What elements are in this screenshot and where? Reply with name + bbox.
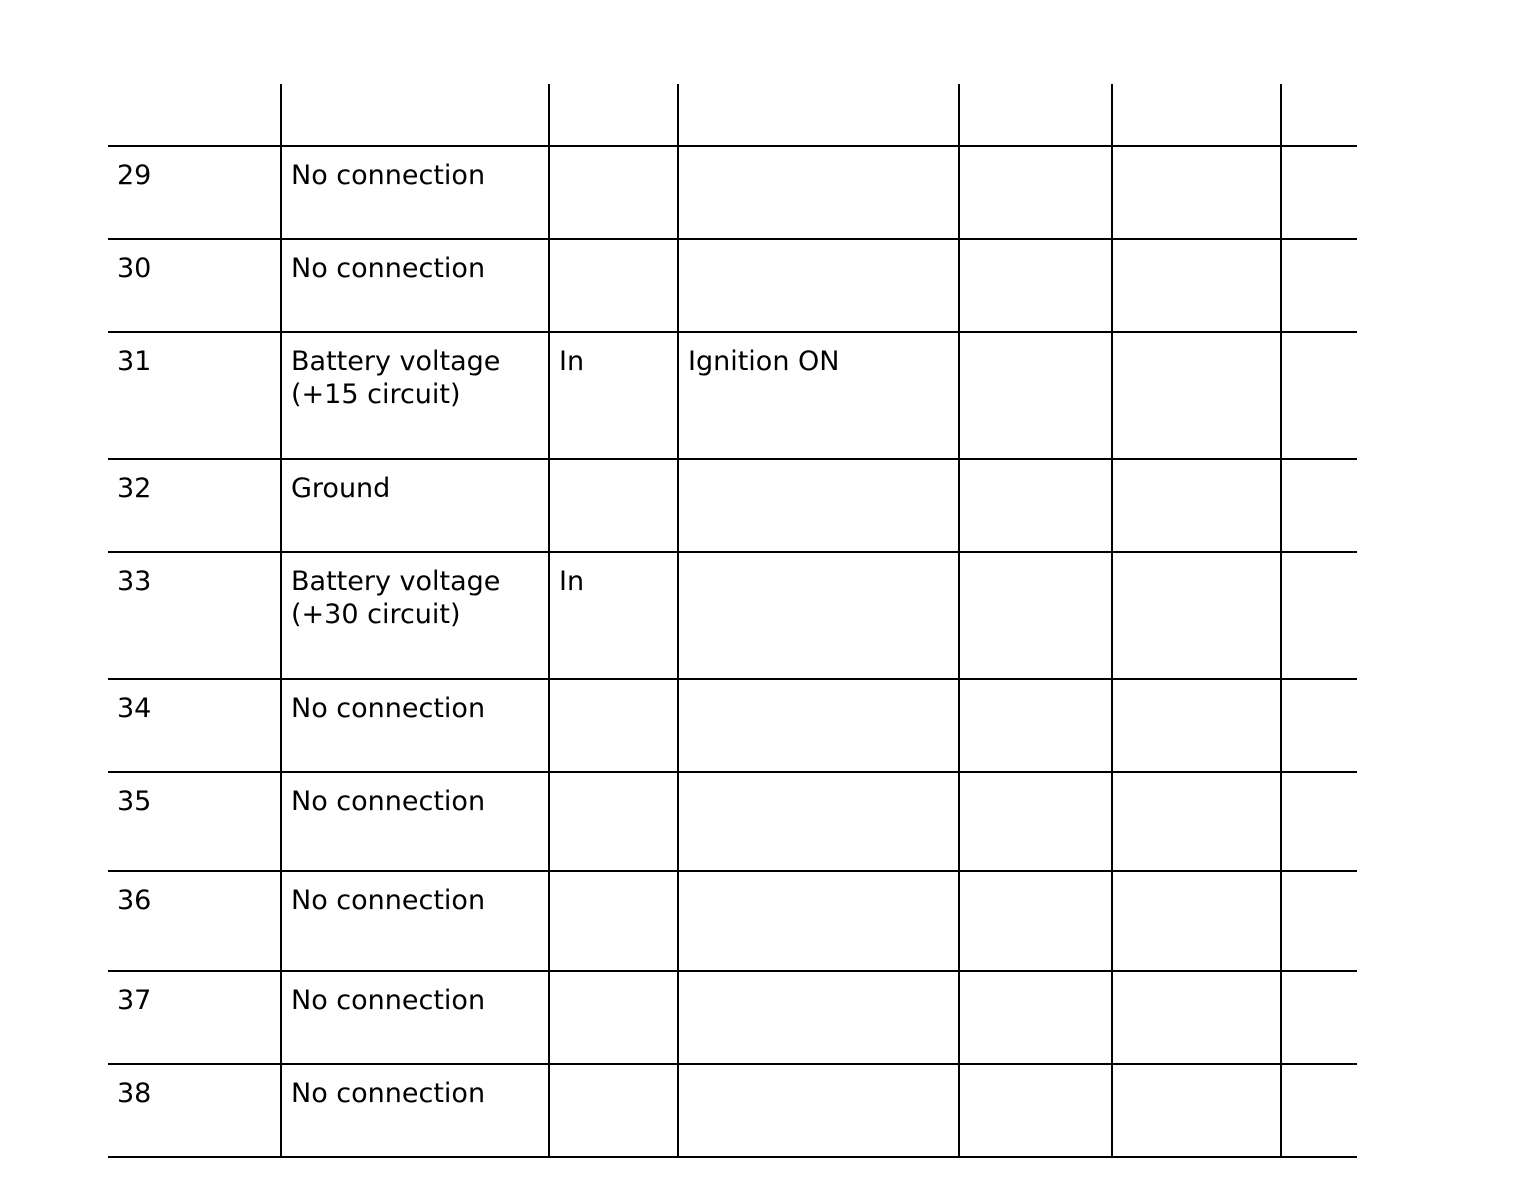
pin-function: No connection	[281, 1064, 549, 1157]
empty-cell	[1112, 146, 1281, 239]
table-row	[108, 772, 1357, 871]
empty-cell	[1112, 971, 1281, 1064]
pin-condition	[678, 971, 959, 1064]
empty-cell	[959, 971, 1112, 1064]
pin-number: 30	[108, 239, 281, 332]
empty-cell	[281, 84, 549, 146]
pin-condition: Ignition ON	[678, 332, 959, 459]
pin-function: Battery voltage (+30 circuit)	[281, 552, 549, 679]
empty-cell	[1281, 1064, 1357, 1157]
pin-condition	[678, 552, 959, 679]
pin-function: Battery voltage (+15 circuit)	[281, 332, 549, 459]
empty-cell	[959, 552, 1112, 679]
empty-cell	[959, 871, 1112, 971]
empty-cell	[959, 772, 1112, 871]
pin-condition	[678, 772, 959, 871]
empty-cell	[1112, 679, 1281, 772]
pin-number: 33	[108, 552, 281, 679]
empty-cell	[1112, 871, 1281, 971]
empty-cell	[1112, 239, 1281, 332]
pin-direction	[549, 871, 678, 971]
pin-condition	[678, 459, 959, 552]
empty-cell	[959, 459, 1112, 552]
pin-direction	[549, 1064, 678, 1157]
empty-cell	[1281, 332, 1357, 459]
pin-number: 37	[108, 971, 281, 1064]
pin-condition	[678, 146, 959, 239]
pin-function: No connection	[281, 772, 549, 871]
table-row	[108, 1064, 1357, 1157]
pin-direction	[549, 459, 678, 552]
table-row	[108, 239, 1357, 332]
empty-cell	[1281, 772, 1357, 871]
empty-cell	[1112, 332, 1281, 459]
empty-cell	[1281, 971, 1357, 1064]
pin-number: 36	[108, 871, 281, 971]
pin-function: No connection	[281, 871, 549, 971]
pin-assignment-table	[108, 84, 1357, 1158]
table-row	[108, 971, 1357, 1064]
pin-number: 31	[108, 332, 281, 459]
empty-cell	[1281, 552, 1357, 679]
empty-cell	[959, 679, 1112, 772]
table-continuation-row	[108, 84, 1357, 146]
empty-cell	[1112, 772, 1281, 871]
empty-cell	[959, 146, 1112, 239]
empty-cell	[678, 84, 959, 146]
empty-cell	[1281, 871, 1357, 971]
pin-function: No connection	[281, 971, 549, 1064]
empty-cell	[1112, 459, 1281, 552]
pin-function: No connection	[281, 239, 549, 332]
empty-cell	[959, 332, 1112, 459]
empty-cell	[1112, 84, 1281, 146]
table-row	[108, 459, 1357, 552]
pin-number: 32	[108, 459, 281, 552]
table-row	[108, 871, 1357, 971]
pin-direction	[549, 971, 678, 1064]
table-row	[108, 146, 1357, 239]
pin-condition	[678, 239, 959, 332]
pin-number: 35	[108, 772, 281, 871]
empty-cell	[1281, 679, 1357, 772]
empty-cell	[1281, 459, 1357, 552]
empty-cell	[549, 84, 678, 146]
pin-condition	[678, 679, 959, 772]
pin-direction	[549, 239, 678, 332]
pin-direction	[549, 679, 678, 772]
pin-function: No connection	[281, 679, 549, 772]
empty-cell	[1281, 239, 1357, 332]
pin-direction: In	[549, 552, 678, 679]
pin-function: Ground	[281, 459, 549, 552]
pin-direction: In	[549, 332, 678, 459]
empty-cell	[959, 84, 1112, 146]
pin-condition	[678, 871, 959, 971]
empty-cell	[1112, 552, 1281, 679]
pin-direction	[549, 146, 678, 239]
empty-cell	[1281, 146, 1357, 239]
empty-cell	[959, 239, 1112, 332]
empty-cell	[959, 1064, 1112, 1157]
pin-condition	[678, 1064, 959, 1157]
pin-number: 34	[108, 679, 281, 772]
pin-number: 29	[108, 146, 281, 239]
pin-number: 38	[108, 1064, 281, 1157]
empty-cell	[108, 84, 281, 146]
table-row	[108, 552, 1357, 679]
table-row	[108, 332, 1357, 459]
pin-function: No connection	[281, 146, 549, 239]
table-row	[108, 679, 1357, 772]
empty-cell	[1112, 1064, 1281, 1157]
empty-cell	[1281, 84, 1357, 146]
pin-direction	[549, 772, 678, 871]
